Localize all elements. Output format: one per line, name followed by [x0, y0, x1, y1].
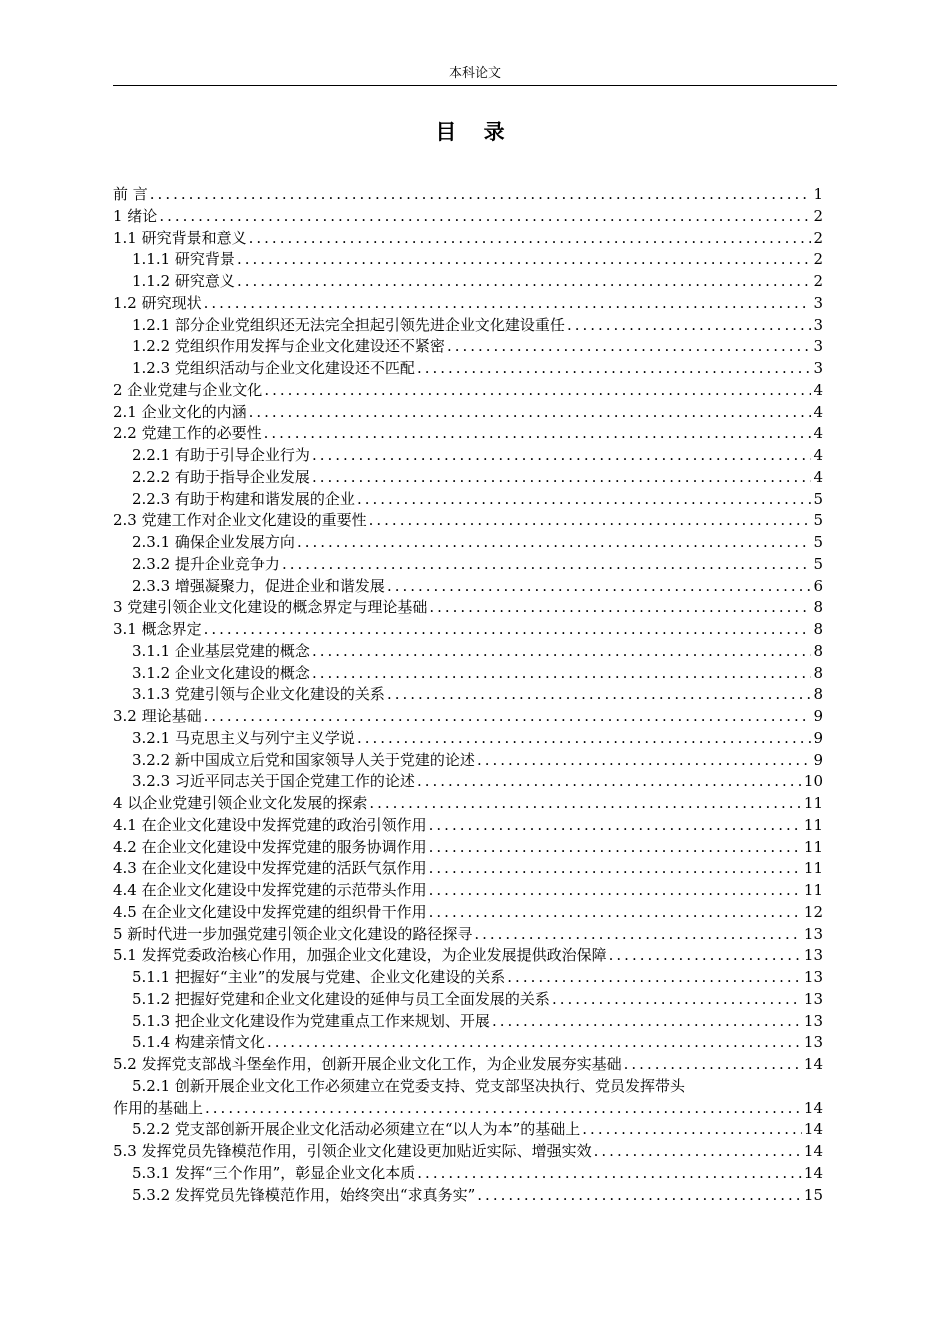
toc-entry-label: 3.1 概念界定: [113, 620, 202, 638]
toc-entry-label: 2 企业党建与企业文化: [113, 380, 263, 399]
toc-page-number: 3: [813, 337, 823, 356]
toc-page-number: 11: [803, 837, 823, 856]
toc-page-number: 8: [813, 620, 823, 638]
toc-entry-label: 2.3.1 确保企业发展方向: [132, 533, 295, 551]
dot-leader: [357, 728, 812, 750]
dot-leader: [429, 597, 811, 619]
toc-entry-label: 4 以企业党建引领企业文化发展的探索: [113, 794, 368, 812]
dot-leader: [369, 510, 812, 532]
dot-leader: [237, 249, 812, 271]
toc-entry-label: 5.1 发挥党委政治核心作用，加强企业文化建设，为企业发展提供政治保障: [113, 946, 607, 965]
toc-entry[interactable]: [113, 576, 823, 598]
dot-leader: [477, 750, 812, 772]
dot-leader: [429, 880, 802, 902]
dot-leader: [249, 228, 812, 250]
dot-leader: [417, 358, 812, 380]
toc-entry[interactable]: [113, 402, 823, 424]
toc-entry[interactable]: [113, 1054, 823, 1076]
toc-entry[interactable]: [113, 532, 823, 554]
toc-page-number: 2: [813, 272, 823, 290]
toc-entry-label: 4.4 在企业文化建设中发挥党建的示范带头作用: [113, 881, 427, 899]
toc-entry-label: 5 新时代进一步加强党建引领企业文化建设的路径探寻: [113, 924, 473, 943]
toc-entry-label: 5.1.1 把握好“主业”的发展与党建、企业文化建设的关系: [132, 968, 506, 986]
dot-leader: [387, 684, 812, 706]
toc-entry-label: 5.2.1 创新开展企业文化工作必须建立在党委支持、党支部坚决执行、党员发挥带头: [132, 1076, 685, 1095]
toc-page-number: 2: [813, 206, 823, 225]
toc-page-number: 14: [803, 1120, 823, 1139]
toc-page-number: 4: [813, 424, 823, 443]
toc-entry-label: 3.1.3 党建引领与企业文化建设的关系: [132, 685, 385, 704]
toc-entry[interactable]: [113, 1011, 823, 1033]
toc-entry[interactable]: [113, 293, 823, 315]
toc-page-number: 14: [803, 1142, 823, 1160]
toc-entry-label: 3.2.3 习近平同志关于国企党建工作的论述: [132, 772, 415, 791]
toc-entry-label: 2.3.3 增强凝聚力，促进企业和谐发展: [132, 576, 385, 595]
toc-page-number: 5: [813, 511, 823, 530]
dot-leader: [150, 184, 812, 206]
toc-entry-label: 2.2.1 有助于引导企业行为: [132, 446, 310, 464]
toc-page-number: 4: [813, 402, 823, 421]
toc-entry-label: 1.2 研究现状: [113, 293, 202, 312]
dot-leader: [159, 206, 811, 228]
dot-leader: [204, 706, 812, 728]
toc-entry[interactable]: [113, 837, 823, 859]
toc-entry-label: 1.2.1 部分企业党组织还无法完全担起引领先进企业文化建设重任: [132, 315, 565, 334]
toc-page-number: 8: [813, 685, 823, 704]
dot-leader: [237, 271, 812, 293]
toc-entry[interactable]: [113, 858, 823, 880]
dot-leader: [567, 315, 812, 337]
dot-leader: [429, 837, 802, 859]
toc-entry-label: 2.2.2 有助于指导企业发展: [132, 467, 310, 486]
toc-page-number: 14: [803, 1163, 823, 1182]
toc-page-number: 6: [813, 576, 823, 595]
toc-entry[interactable]: [113, 597, 823, 619]
dot-leader: [357, 489, 812, 511]
toc-entry[interactable]: [113, 1032, 823, 1054]
table-of-contents: [113, 184, 823, 1206]
toc-page-number: 13: [803, 968, 823, 986]
toc-entry[interactable]: [113, 228, 823, 250]
toc-entry-label: 3.2.1 马克思主义与列宁主义学说: [132, 728, 355, 747]
toc-entry-label: 1.1.2 研究意义: [132, 272, 235, 290]
toc-entry-label: 3.1.2 企业文化建设的概念: [132, 663, 310, 682]
header-divider: [113, 85, 837, 86]
toc-entry[interactable]: [113, 750, 823, 772]
dot-leader: [582, 1119, 802, 1141]
toc-entry[interactable]: [113, 728, 823, 750]
toc-entry-label: 1.1.1 研究背景: [132, 250, 235, 269]
toc-entry-label: 1.1 研究背景和意义: [113, 228, 247, 247]
toc-page-number: 9: [813, 707, 823, 725]
toc-page-number: 3: [813, 315, 823, 334]
dot-leader: [204, 619, 812, 641]
toc-page-number: 5: [813, 533, 823, 551]
toc-page-number: 2: [813, 228, 823, 247]
toc-entry[interactable]: [113, 249, 823, 271]
toc-entry[interactable]: [113, 619, 823, 641]
toc-entry[interactable]: [113, 336, 823, 358]
toc-entry[interactable]: [113, 1185, 823, 1207]
toc-page-number: 15: [803, 1185, 823, 1204]
dot-leader: [369, 793, 802, 815]
dot-leader: [264, 423, 812, 445]
toc-entry[interactable]: [113, 1163, 823, 1185]
dot-leader: [312, 641, 812, 663]
toc-entry[interactable]: [113, 967, 823, 989]
toc-entry-label: 3.2.2 新中国成立后党和国家领导人关于党建的论述: [132, 750, 475, 769]
toc-entry-label: 2.1 企业文化的内涵: [113, 402, 247, 421]
page-title: 目 录: [435, 119, 515, 144]
toc-entry[interactable]: [113, 206, 823, 228]
toc-entry-label: 5.1.4 构建亲情文化: [132, 1033, 265, 1052]
toc-entry-label: 3 党建引领企业文化建设的概念界定与理论基础: [113, 598, 428, 617]
dot-leader: [267, 1032, 802, 1054]
dot-leader: [447, 336, 812, 358]
toc-page-number: 13: [803, 1011, 823, 1030]
dot-leader: [429, 858, 802, 880]
toc-page-number: 14: [803, 1055, 823, 1073]
dot-leader: [249, 402, 812, 424]
toc-entry[interactable]: [113, 510, 823, 532]
toc-entry-label-continued: 作用的基础上: [113, 1098, 204, 1117]
toc-page-number: 1: [813, 185, 823, 203]
toc-page-number: 11: [803, 794, 823, 812]
toc-page-number: 4: [813, 380, 823, 399]
toc-entry-label: 5.1.2 把握好党建和企业文化建设的延伸与员工全面发展的关系: [132, 989, 550, 1008]
toc-page-number: 9: [813, 750, 823, 769]
toc-entry[interactable]: [113, 771, 823, 793]
toc-entry[interactable]: [113, 880, 823, 902]
toc-entry-label: 前 言: [113, 185, 148, 203]
dot-leader: [312, 445, 812, 467]
toc-page-number: 4: [813, 446, 823, 464]
dot-leader: [492, 1011, 802, 1033]
dot-leader: [417, 1163, 802, 1185]
toc-entry[interactable]: [113, 989, 823, 1011]
toc-entry-label: 1 绪论: [113, 206, 158, 225]
toc-page-number: 8: [813, 598, 823, 617]
toc-entry[interactable]: [113, 945, 823, 967]
toc-entry-label: 5.3 发挥党员先锋模范作用，引领企业文化建设更加贴近实际、增强实效: [113, 1142, 592, 1160]
toc-entry-continuation: [113, 1098, 823, 1120]
toc-entry[interactable]: [113, 684, 823, 706]
toc-entry[interactable]: [113, 467, 823, 489]
toc-page-number: 12: [803, 902, 823, 921]
toc-entry-label: 4.2 在企业文化建设中发挥党建的服务协调作用: [113, 837, 427, 856]
toc-entry-label: 2.2 党建工作的必要性: [113, 424, 262, 443]
toc-page-number: 13: [803, 946, 823, 965]
toc-page-number: 11: [803, 815, 823, 834]
toc-entry[interactable]: [113, 793, 823, 815]
toc-page-number: 2: [813, 250, 823, 269]
toc-entry[interactable]: [113, 924, 823, 946]
running-header: 本科论文: [448, 66, 501, 81]
toc-entry[interactable]: [113, 663, 823, 685]
dot-leader: [429, 815, 802, 837]
toc-entry[interactable]: [113, 380, 823, 402]
toc-entry[interactable]: [113, 1076, 823, 1120]
dot-leader: [297, 532, 812, 554]
toc-entry-label: 5.2 发挥党支部战斗堡垒作用，创新开展企业文化工作，为企业发展夯实基础: [113, 1055, 622, 1073]
toc-entry[interactable]: [113, 815, 823, 837]
toc-entry-label: 1.2.3 党组织活动与企业文化建设还不匹配: [132, 359, 415, 377]
toc-page-number: 3: [813, 293, 823, 312]
toc-entry-label: 2.3.2 提升企业竞争力: [132, 554, 280, 573]
toc-page-number: 4: [813, 467, 823, 486]
dot-leader: [312, 663, 812, 685]
toc-entry[interactable]: [113, 271, 823, 293]
dot-leader: [312, 467, 812, 489]
toc-entry[interactable]: [113, 489, 823, 511]
toc-entry[interactable]: [113, 315, 823, 337]
toc-entry-label: 4.3 在企业文化建设中发挥党建的活跃气氛作用: [113, 859, 427, 878]
toc-entry-label: 5.2.2 党支部创新开展企业文化活动必须建立在“以人为本”的基础上: [132, 1120, 581, 1139]
toc-entry[interactable]: [113, 1119, 823, 1141]
dot-leader: [594, 1141, 802, 1163]
toc-page-number: 8: [813, 641, 823, 660]
toc-page-number: 11: [803, 881, 823, 899]
dot-leader: [474, 924, 802, 946]
toc-entry[interactable]: [113, 445, 823, 467]
dot-leader: [552, 989, 802, 1011]
toc-page-number: 13: [803, 924, 823, 943]
toc-entry-label: 4.5 在企业文化建设中发挥党建的组织骨干作用: [113, 902, 427, 921]
toc-entry-label: 3.2 理论基础: [113, 707, 202, 725]
dot-leader: [282, 554, 812, 576]
dot-leader: [429, 902, 802, 924]
toc-page-number: 9: [813, 728, 823, 747]
toc-entry-label: 5.3.2 发挥党员先锋模范作用，始终突出“求真务实”: [132, 1185, 476, 1204]
toc-entry-label: 2.3 党建工作对企业文化建设的重要性: [113, 511, 367, 530]
dot-leader: [205, 1098, 802, 1120]
dot-leader: [624, 1054, 802, 1076]
toc-page-number: 5: [813, 489, 823, 508]
toc-entry-label: 1.2.2 党组织作用发挥与企业文化建设还不紧密: [132, 337, 445, 356]
toc-entry-label: 3.1.1 企业基层党建的概念: [132, 641, 310, 660]
toc-entry[interactable]: [113, 184, 823, 206]
toc-page-number: 13: [803, 989, 823, 1008]
toc-entry[interactable]: [113, 641, 823, 663]
toc-page-number: 13: [803, 1033, 823, 1052]
toc-entry[interactable]: [113, 706, 823, 728]
toc-entry[interactable]: [113, 554, 823, 576]
dot-leader: [387, 576, 812, 598]
toc-entry-label: 5.1.3 把企业文化建设作为党建重点工作来规划、开展: [132, 1011, 490, 1030]
toc-entry[interactable]: [113, 358, 823, 380]
toc-entry[interactable]: [113, 423, 823, 445]
toc-entry[interactable]: [113, 1141, 823, 1163]
toc-entry[interactable]: [113, 902, 823, 924]
toc-page-number: 10: [803, 772, 823, 791]
toc-entry-label: 4.1 在企业文化建设中发挥党建的政治引领作用: [113, 815, 427, 834]
toc-page-number: 14: [803, 1098, 823, 1117]
toc-entry-label: 2.2.3 有助于构建和谐发展的企业: [132, 489, 355, 508]
dot-leader: [609, 945, 802, 967]
toc-page-number: 3: [813, 359, 823, 377]
toc-page-number: 8: [813, 663, 823, 682]
toc-entry-label: 5.3.1 发挥“三个作用”，彰显企业文化本质: [132, 1163, 416, 1182]
dot-leader: [204, 293, 812, 315]
dot-leader: [507, 967, 802, 989]
dot-leader: [477, 1185, 802, 1207]
dot-leader: [417, 771, 802, 793]
dot-leader: [264, 380, 811, 402]
toc-page-number: 11: [803, 859, 823, 878]
toc-page-number: 5: [813, 554, 823, 573]
